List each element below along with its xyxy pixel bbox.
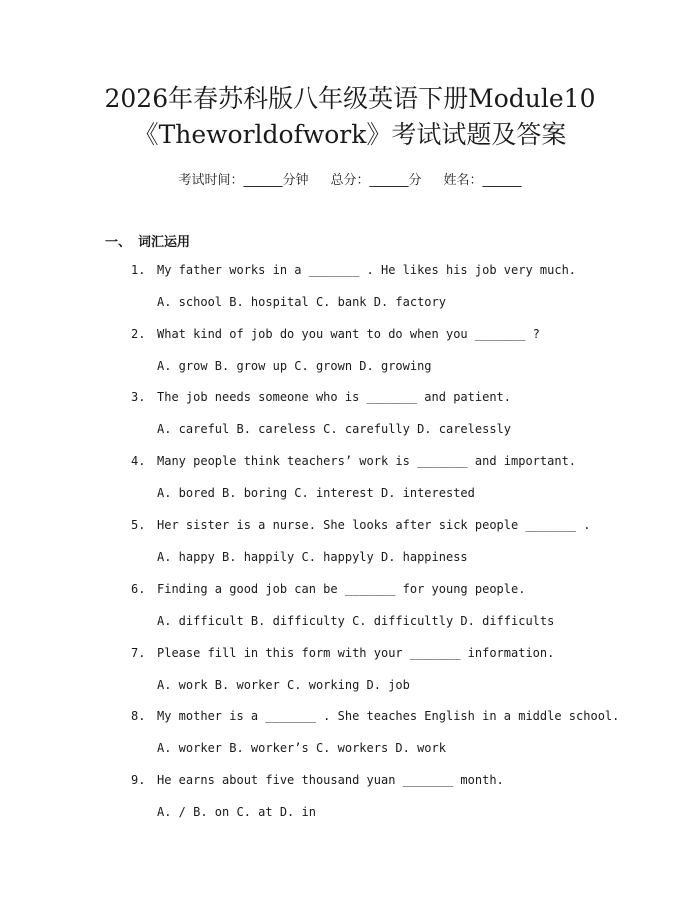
page-title-line-2: 《Theworldofwork》考试试题及答案	[133, 120, 567, 149]
question-number: 5.	[131, 518, 146, 532]
question-options: A. bored B. boring C. interest D. interested	[157, 486, 475, 500]
question-stem: What kind of job do you want to do when you _______ ?	[157, 327, 540, 341]
question-options: A. grow B. grow up C. grown D. growing	[157, 359, 432, 373]
question-stem: My father works in a _______ . He likes his job very much.	[157, 263, 577, 277]
question-number: 4.	[131, 454, 146, 468]
question-stem: Finding a good job can be _______ for young people.	[157, 582, 526, 596]
question-number: 7.	[131, 646, 146, 660]
question-number: 1.	[131, 263, 146, 277]
section-title: 词汇运用	[138, 235, 191, 250]
question-number: 6.	[131, 582, 146, 596]
question-stem: My mother is a _______ . She teaches English in a middle school.	[157, 709, 620, 723]
question-stem: The job needs someone who is _______ and patient.	[157, 390, 512, 404]
question-stem: He earns about five thousand yuan _______ month.	[157, 773, 504, 787]
section-number: 一、	[105, 235, 132, 250]
section-heading	[105, 231, 190, 250]
question-options: A. / B. on C. at D. in	[157, 805, 316, 819]
question-options: A. worker B. worker’s C. workers D. work	[157, 741, 446, 755]
name-field: 姓名：______	[443, 173, 522, 188]
question-options: A. work B. worker C. working D. job	[157, 678, 410, 692]
total-score-field: 总分：______分	[330, 173, 422, 188]
page-title-line-1: 2026年春苏科版八年级英语下册Module10	[104, 84, 596, 113]
exam-time-field: 考试时间：______分钟	[178, 173, 309, 188]
question-number: 9.	[131, 773, 146, 787]
question-options: A. happy B. happily C. happyly D. happiness	[157, 550, 468, 564]
question-number: 3.	[131, 390, 146, 404]
question-number: 8.	[131, 709, 146, 723]
question-stem: Many people think teachers’ work is _______ and important.	[157, 454, 577, 468]
question-options: A. difficult B. difficulty C. difficultly D. difficults	[157, 614, 555, 628]
question-stem: Please fill in this form with your _______ information.	[157, 646, 555, 660]
question-options: A. school B. hospital C. bank D. factory	[157, 295, 446, 309]
exam-info-line	[0, 169, 700, 188]
question-number: 2.	[131, 327, 146, 341]
question-options: A. careful B. careless C. carefully D. carelessly	[157, 422, 512, 436]
question-stem: Her sister is a nurse. She looks after sick people _______ .	[157, 518, 591, 532]
